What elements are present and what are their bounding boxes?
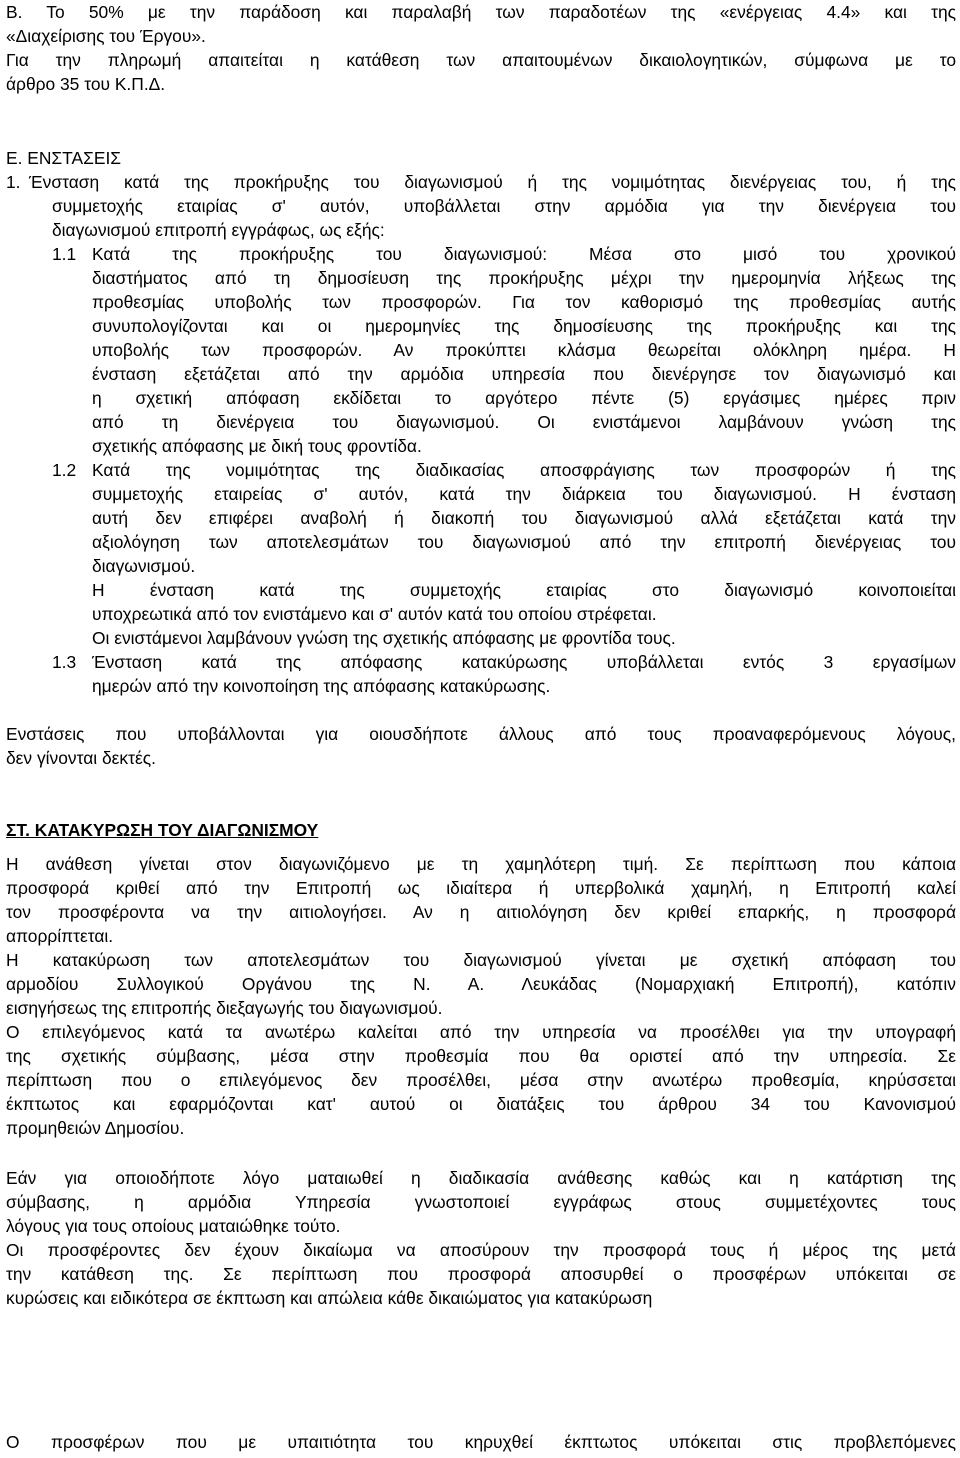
text-line: αυτή δεν επιφέρει αναβολή ή διακοπή του διαγωνισμού αλλά εξετάζεται κατά την [92,508,956,528]
text-line: συμμετοχής εταιρίας σ' αυτόν, υποβάλλεται στην αρμόδια για την διενέργεια του [52,196,956,216]
text-line: άρθρο 35 του Κ.Π.Δ. [6,74,166,94]
text-line: Κατά της νομιμότητας της διαδικασίας αποσφράγισης των προσφορών ή της [92,460,956,480]
section-heading: Ε. ΕΝΣΤΑΣΕΙΣ [6,148,122,168]
text-line: διαγωνισμού. [92,556,196,576]
text-line: διαστήματος από τη δημοσίευση της προκήρυξης μέχρι την ημερομηνία λήξεως της [92,268,956,288]
text-line: υποχρεωτικά από τον ενιστάμενο και σ' αυτόν κατά του οποίου στρέφεται. [92,604,657,624]
text-line: προσφορά κριθεί από την Επιτροπή ως ιδιαίτερα ή υπερβολικά χαμηλή, η Επιτροπή καλεί [6,878,956,898]
text-line: Η ανάθεση γίνεται στον διαγωνιζόμενο με τη χαμηλότερη τιμή. Σε περίπτωση που κάποια [6,854,956,874]
text-line: Κατά της προκήρυξης του διαγωνισμού: Μέσα στο μισό του χρονικού [92,244,956,264]
section-heading: ΣΤ. ΚΑΤΑΚΥΡΩΣΗ ΤΟΥ ΔΙΑΓΩΝΙΣΜΟΥ [6,820,319,840]
item-number: 1.1 [52,244,77,264]
text-line: Η κατακύρωση των αποτελεσμάτων του διαγωνισμού γίνεται με σχετική απόφαση του [6,950,956,970]
text-line: «Διαχείρισης του Έργου». [6,26,206,46]
text-line: συμμετοχής εταιρείας σ' αυτόν, κατά την διάρκεια του διαγωνισμού. Η ένσταση [92,484,956,504]
text-line: Ένσταση κατά της προκήρυξης του διαγωνισμού ή της νομιμότητας διενέργειας του, ή της [29,172,956,192]
text-line: Η ένσταση κατά της συμμετοχής εταιρίας στο διαγωνισμό κοινοποιείται [92,580,956,600]
text-line: Ο επιλεγόμενος κατά τα ανωτέρω καλείται από την υπηρεσία να προσέλθει για την υπογραφή [6,1022,956,1042]
text-line: έκπτωτος και εφαρμόζονται κατ' αυτού οι διατάξεις του άρθρου 34 του Κανονισμού [6,1094,956,1114]
text-line: λόγους για τους οποίους ματαιώθηκε τούτο. [6,1216,341,1236]
text-line: Για την πληρωμή απαιτείται η κατάθεση των απαιτουμένων δικαιολογητικών, σύμφωνα με το [6,50,956,70]
text-line: Ενστάσεις που υποβάλλονται για οιουσδήποτε άλλους από τους προαναφερόμενους λόγους, [6,724,956,744]
text-line: την κατάθεση της. Σε περίπτωση που προσφορά αποσυρθεί ο προσφέρων υπόκειται σε [6,1264,956,1284]
text-line: απορρίπτεται. [6,926,114,946]
text-line: Οι προσφέροντες δεν έχουν δικαίωμα να αποσύρουν την προσφορά τους ή μέρος της μετά [6,1240,956,1260]
text-line: Εάν για οποιοδήποτε λόγο ματαιωθεί η διαδικασία ανάθεσης καθώς και η κατάρτιση της [6,1168,956,1188]
text-line: της σχετικής σύμβασης, μέσα στην προθεσμία που θα οριστεί από την υπηρεσία. Σε [6,1046,956,1066]
text-line: από τη διενέργεια του διαγωνισμού. Οι ενιστάμενοι λαμβάνουν γνώση της [92,412,956,432]
text-line: ένσταση εξετάζεται από την αρμόδια υπηρεσία που διενέργησε τον διαγωνισμό και [92,364,956,384]
text-line: εισηγήσεως της επιτροπής διεξαγωγής του διαγωνισμού. [6,998,443,1018]
text-line: αξιολόγηση των αποτελεσμάτων του διαγωνισμού από την επιτροπή διενέργειας του [92,532,956,552]
text-line: ημερών από την κοινοποίηση της απόφασης κατακύρωσης. [92,676,551,696]
text-line: περίπτωση που ο επιλεγόμενος δεν προσέλθει, μέσα στην ανωτέρω προθεσμία, κηρύσσεται [6,1070,956,1090]
text-line: Οι ενιστάμενοι λαμβάνουν γνώση της σχετικής απόφασης με φροντίδα τους. [92,628,676,648]
text-line: Ένσταση κατά της απόφασης κατακύρωσης υποβάλλεται εντός 3 εργασίμων [92,652,956,672]
item-number: 1. [6,172,21,192]
text-line: Β. Το 50% με την παράδοση και παραλαβή των παραδοτέων της «ενέργειας 4.4» και της [6,2,956,22]
text-line: η σχετική απόφαση εκδίδεται το αργότερο πέντε (5) εργάσιμες ημέρες πριν [92,388,956,408]
text-line: υποβολής των προσφορών. Αν προκύπτει κλάσμα θεωρείται ολόκληρη ημέρα. Η [92,340,956,360]
text-line: διαγωνισμού επιτροπή εγγράφως, ως εξής: [52,220,385,240]
text-line: αρμοδίου Συλλογικού Οργάνου της Ν. Α. Λευκάδας (Νομαρχιακή Επιτροπή), κατόπιν [6,974,956,994]
item-number: 1.3 [52,652,77,672]
text-line: κυρώσεις και ειδικότερα σε έκπτωση και απώλεια κάθε δικαιώματος για κατακύρωση [6,1288,653,1308]
item-number: 1.2 [52,460,77,480]
text-line: τον προσφέροντα να την αιτιολογήσει. Αν η αιτιολόγηση δεν κριθεί επαρκής, η προσφορά [6,902,956,922]
text-line: προμηθειών Δημοσίου. [6,1118,185,1138]
text-line: προθεσμίας υποβολής των προσφορών. Για τον καθορισμό της προθεσμίας αυτής [92,292,956,312]
text-line: Ο προσφέρων που με υπαιτιότητα του κηρυχθεί έκπτωτος υπόκειται στις προβλεπόμενες [6,1432,956,1452]
text-line: δεν γίνονται δεκτές. [6,748,156,768]
text-line: σύμβασης, η αρμόδια Υπηρεσία γνωστοποιεί εγγράφως στους συμμετέχοντες τους [6,1192,956,1212]
text-line: σχετικής απόφασης με δική τους φροντίδα. [92,436,422,456]
text-line: συνυπολογίζονται και οι ημερομηνίες της δημοσίευσης της προκήρυξης και της [92,316,956,336]
